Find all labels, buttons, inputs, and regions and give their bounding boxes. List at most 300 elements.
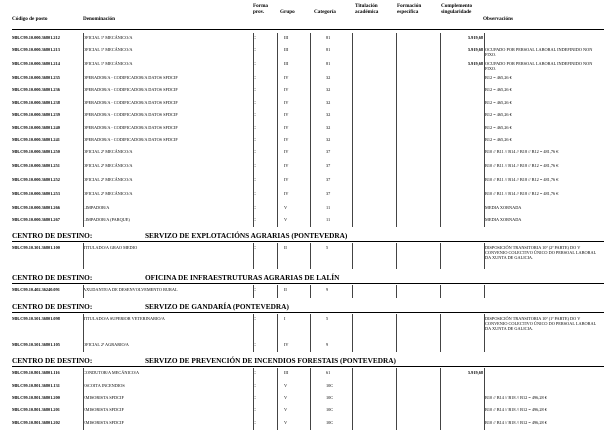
- cell-obs: B12 = 465,26 €: [485, 137, 512, 142]
- cell-cod: MR.C99.10.000.36801.250: [12, 149, 60, 155]
- column-divider: [396, 215, 397, 227]
- table-row: [12, 420, 604, 432]
- column-divider: [83, 161, 84, 175]
- cell-cod: MR.C99.10.000.36801.236: [12, 87, 60, 93]
- column-divider: [484, 215, 485, 227]
- column-divider: [396, 73, 397, 85]
- cell-cod: MR.C99.10.801.36801.131: [12, 382, 60, 388]
- column-divider: [484, 161, 485, 175]
- cell-comp: 5.919,68: [467, 370, 483, 376]
- column-divider: [440, 203, 441, 215]
- cell-obs: B12 = 465,26 €: [485, 99, 512, 105]
- column-divider: [396, 98, 397, 110]
- cell-cat: 9: [326, 287, 329, 293]
- column-divider: [352, 175, 353, 189]
- cell-obs: OCUPADO POR PERSOAL LABORAL INDEFINIDO NON FIXO.: [485, 61, 593, 72]
- column-divider: [83, 73, 84, 85]
- column-divider: [352, 314, 353, 340]
- cell-cod: MR.C99.10.000.36801.252: [12, 177, 60, 182]
- cell-cat: 11: [326, 204, 331, 210]
- column-divider: [83, 110, 84, 122]
- column-divider: [277, 405, 278, 417]
- column-divider: [277, 285, 278, 297]
- cell-den: ESCOITA INCENDIOS: [83, 382, 125, 388]
- section-rule: [12, 283, 604, 284]
- cell-cat: 37: [326, 190, 331, 196]
- cell-cod: MR.C99.10.000.36801.253: [12, 190, 60, 196]
- cell-cat: 37: [326, 163, 331, 169]
- cell-cod: MR.C99.10.501.36801.098: [12, 315, 60, 321]
- column-divider: [484, 189, 485, 203]
- column-divider: [352, 59, 353, 73]
- cell-forma: C: [253, 217, 256, 222]
- column-divider: [440, 215, 441, 227]
- header-singularidade: singularidade: [441, 9, 472, 15]
- column-divider: [484, 135, 485, 147]
- column-divider: [440, 393, 441, 405]
- table-row: [12, 205, 604, 217]
- table-row: [12, 383, 604, 395]
- column-divider: [352, 98, 353, 110]
- cell-obs: B10 // B14 // B18 // B12 = 496,28 €: [485, 395, 547, 400]
- cell-den: OFICIAL 2ª MECÁNICO/A: [83, 149, 133, 155]
- column-divider: [440, 110, 441, 122]
- cell-forma: C: [253, 190, 256, 196]
- column-divider: [253, 189, 254, 203]
- column-divider: [83, 314, 84, 340]
- column-divider: [277, 85, 278, 97]
- cell-obs: DISPOSICIÓN TRANSITORIA 10ª (2ª PARTE) DO V CONVENIO COLECTIVO ÚNICO DO PERSOAL LABORAL DA XUNTA DE GALICIA.: [485, 245, 597, 261]
- column-divider: [277, 314, 278, 340]
- column-divider: [277, 368, 278, 380]
- column-divider: [83, 135, 84, 147]
- column-divider: [253, 123, 254, 135]
- column-divider: [484, 33, 485, 45]
- cell-grupo: III: [284, 370, 289, 376]
- column-divider: [310, 393, 311, 405]
- cell-obs: B12 = 465,26 €: [485, 87, 512, 93]
- column-divider: [253, 418, 254, 430]
- header-codigo: Código de posto: [12, 16, 48, 22]
- column-divider: [277, 381, 278, 393]
- column-divider: [352, 147, 353, 161]
- column-divider: [310, 98, 311, 110]
- column-divider: [352, 381, 353, 393]
- column-divider: [83, 45, 84, 59]
- cell-cat: 32: [326, 137, 331, 142]
- column-divider: [396, 243, 397, 269]
- center-label: CENTRO DE DESTINO:: [12, 301, 93, 311]
- cell-obs: B12 = 465,26 €: [485, 124, 512, 130]
- cell-forma: C: [253, 99, 256, 105]
- header-forma: Forma: [253, 3, 268, 9]
- table-row: [12, 149, 604, 163]
- column-divider: [396, 147, 397, 161]
- column-divider: [310, 85, 311, 97]
- cell-cod: MR.C99.10.000.36801.267: [12, 217, 60, 222]
- column-divider: [83, 98, 84, 110]
- column-divider: [352, 418, 353, 430]
- cell-forma: C: [253, 75, 256, 80]
- column-divider: [484, 73, 485, 85]
- column-divider: [277, 340, 278, 352]
- column-divider: [396, 135, 397, 147]
- table-row: [12, 112, 604, 124]
- section-rule: [12, 241, 604, 242]
- cell-cod: MR.C99.10.000.36801.251: [12, 163, 60, 169]
- cell-grupo: II: [284, 287, 287, 293]
- cell-grupo: V: [284, 382, 288, 388]
- column-divider: [352, 203, 353, 215]
- column-divider: [440, 45, 441, 59]
- table-row: [12, 35, 604, 47]
- column-divider: [352, 405, 353, 417]
- column-divider: [396, 110, 397, 122]
- column-divider: [396, 175, 397, 189]
- column-divider: [277, 203, 278, 215]
- column-divider: [396, 33, 397, 45]
- cell-grupo: IV: [284, 99, 289, 105]
- table-row: [12, 177, 604, 191]
- cell-cat: 10C: [326, 419, 334, 425]
- cell-grupo: V: [284, 407, 288, 413]
- cell-cod: MR.C99.10.301.36801.100: [12, 245, 60, 251]
- column-divider: [440, 243, 441, 269]
- column-divider: [310, 340, 311, 352]
- column-divider: [253, 33, 254, 45]
- cell-grupo: IV: [284, 87, 289, 93]
- cell-cod: MR.C99.10.402.36240.091: [12, 287, 60, 293]
- column-divider: [253, 203, 254, 215]
- cell-comp: 5.919,68: [467, 35, 483, 40]
- column-divider: [484, 381, 485, 393]
- column-divider: [83, 189, 84, 203]
- cell-forma: C: [253, 370, 256, 376]
- column-divider: [484, 147, 485, 161]
- cell-forma: C: [253, 287, 256, 293]
- column-divider: [277, 135, 278, 147]
- column-divider: [83, 381, 84, 393]
- column-divider: [440, 147, 441, 161]
- cell-grupo: IV: [284, 341, 289, 347]
- column-divider: [352, 393, 353, 405]
- column-divider: [83, 203, 84, 215]
- cell-comp: 5.919,68: [467, 47, 483, 53]
- table-row: [12, 125, 604, 137]
- cell-den: OFICIAL 1ª MECÁNICO/A: [83, 47, 133, 53]
- column-divider: [484, 110, 485, 122]
- cell-forma: C: [253, 419, 256, 425]
- cell-den: OPERADOR/A - CODIFICADOR/A DATOS SFDCIF: [83, 112, 178, 118]
- cell-den: EMISORISTA SFDCIF: [83, 407, 124, 413]
- cell-obs: B10 // B11 // B14 // B18 // B12 = 481,76 €: [485, 149, 559, 155]
- column-divider: [352, 73, 353, 85]
- cell-grupo: V: [284, 217, 288, 222]
- column-divider: [277, 98, 278, 110]
- cell-cat: 32: [326, 87, 331, 93]
- cell-cat: 10C: [326, 382, 334, 388]
- cell-grupo: V: [284, 395, 288, 400]
- cell-grupo: IV: [284, 112, 289, 118]
- column-divider: [440, 381, 441, 393]
- column-divider: [484, 175, 485, 189]
- column-divider: [83, 393, 84, 405]
- cell-grupo: V: [284, 204, 288, 210]
- column-divider: [310, 123, 311, 135]
- cell-obs: OCUPADO POR PERSOAL LABORAL INDEFINIDO NON FIXO.: [485, 47, 593, 58]
- header-denominacion: Denominación: [83, 16, 115, 22]
- cell-cat: 32: [326, 112, 331, 118]
- cell-cod: MR.C99.10.000.36801.214: [12, 61, 60, 67]
- cell-cod: MR.C99.10.000.36801.239: [12, 112, 60, 118]
- column-divider: [352, 135, 353, 147]
- cell-grupo: IV: [284, 177, 289, 182]
- column-divider: [440, 418, 441, 430]
- cell-cod: MR.C99.10.801.36801.202: [12, 419, 60, 425]
- column-divider: [310, 381, 311, 393]
- column-divider: [277, 147, 278, 161]
- cell-cod: MR.C99.10.801.36801.116: [12, 370, 60, 376]
- cell-grupo: IV: [284, 124, 289, 130]
- column-divider: [277, 393, 278, 405]
- column-divider: [484, 45, 485, 59]
- column-divider: [310, 73, 311, 85]
- column-divider: [253, 110, 254, 122]
- column-divider: [277, 175, 278, 189]
- cell-grupo: I: [284, 315, 286, 321]
- column-divider: [484, 314, 485, 340]
- column-divider: [310, 147, 311, 161]
- cell-cod: MR.C99.10.801.36801.200: [12, 395, 60, 400]
- table-row: [12, 217, 604, 229]
- column-divider: [484, 243, 485, 269]
- table-row: [12, 75, 604, 87]
- cell-den: EMISORISTA SFDCIF: [83, 395, 124, 400]
- column-divider: [484, 203, 485, 215]
- cell-den: OFICIAL 1ª MECÁNICO/A: [83, 35, 133, 40]
- cell-forma: C: [253, 407, 256, 413]
- column-divider: [83, 147, 84, 161]
- column-divider: [253, 98, 254, 110]
- column-divider: [440, 161, 441, 175]
- column-divider: [440, 340, 441, 352]
- column-divider: [253, 175, 254, 189]
- column-divider: [396, 314, 397, 340]
- column-divider: [440, 123, 441, 135]
- cell-den: OPERADOR/A - CODIFICADOR/A DATOS SFDCIF: [83, 87, 178, 93]
- column-divider: [396, 285, 397, 297]
- table-row: [12, 342, 604, 354]
- cell-den: OPERADOR/A - CODIFICADOR/A DATOS SFDCIF: [83, 99, 178, 105]
- column-divider: [253, 393, 254, 405]
- center-name: SERVIZO DE EXPLOTACIÓNS AGRARIAS (PONTEVEDRA): [145, 231, 348, 241]
- column-divider: [277, 45, 278, 59]
- column-divider: [396, 59, 397, 73]
- cell-obs: B10 // B14 // B18 // B12 = 496,28 €: [485, 407, 547, 413]
- column-divider: [440, 73, 441, 85]
- column-divider: [277, 418, 278, 430]
- column-divider: [396, 189, 397, 203]
- column-divider: [83, 368, 84, 380]
- column-divider: [440, 189, 441, 203]
- column-divider: [253, 285, 254, 297]
- column-divider: [253, 243, 254, 269]
- cell-cat: 5: [326, 245, 329, 251]
- column-divider: [484, 368, 485, 380]
- cell-den: TITULADO/A SUPERIOR VETERINARIO/A: [83, 315, 165, 321]
- column-divider: [83, 85, 84, 97]
- column-divider: [310, 203, 311, 215]
- cell-obs: MEDIA XORNADA: [485, 204, 522, 210]
- column-divider: [396, 368, 397, 380]
- column-divider: [83, 285, 84, 297]
- column-divider: [310, 314, 311, 340]
- header-academica: académica: [355, 9, 379, 15]
- cell-den: LIMPADOR/A (PARQUE): [83, 217, 130, 222]
- column-divider: [396, 340, 397, 352]
- cell-den: CONDUTOR/A MECÁNICO/A: [83, 370, 140, 376]
- column-divider: [396, 381, 397, 393]
- column-divider: [310, 59, 311, 73]
- cell-obs: B10 // B11 // B14 // B18 // B12 = 481,76 €: [485, 177, 559, 182]
- column-divider: [310, 368, 311, 380]
- column-divider: [253, 368, 254, 380]
- cell-forma: C: [253, 112, 256, 118]
- column-divider: [253, 135, 254, 147]
- cell-forma: C: [253, 61, 256, 67]
- column-divider: [396, 123, 397, 135]
- column-divider: [310, 285, 311, 297]
- cell-cat: 32: [326, 75, 331, 80]
- column-divider: [253, 405, 254, 417]
- cell-den: LIMPADOR/A: [83, 204, 110, 210]
- column-divider: [253, 147, 254, 161]
- column-divider: [352, 161, 353, 175]
- cell-cod: MR.C99.10.000.36801.266: [12, 204, 60, 210]
- cell-obs: B12 = 465,26 €: [485, 112, 512, 118]
- column-divider: [440, 368, 441, 380]
- cell-grupo: IV: [284, 75, 289, 80]
- column-divider: [352, 123, 353, 135]
- table-row: [12, 61, 604, 75]
- column-divider: [310, 33, 311, 45]
- column-divider: [310, 110, 311, 122]
- cell-forma: C: [253, 87, 256, 93]
- column-divider: [310, 405, 311, 417]
- column-divider: [352, 189, 353, 203]
- column-divider: [83, 175, 84, 189]
- column-divider: [484, 418, 485, 430]
- header-titulacion: Titulación: [355, 3, 378, 9]
- column-divider: [352, 85, 353, 97]
- cell-obs: DISPOSICIÓN TRANSITORIA 10ª (1ª PARTE) DO V CONVENIO COLECTIVO ÚNICO DO PERSOAL LABORAL DA XUNTA DE GALICIA.: [485, 315, 597, 331]
- center-name: OFICINA DE INFRAESTRUTURAS AGRARIAS DE LALÍN: [145, 273, 340, 283]
- cell-den: OPERADOR/A - CODIFICADOR/A DATOS SFDCIF: [83, 124, 178, 130]
- column-divider: [352, 285, 353, 297]
- column-divider: [277, 161, 278, 175]
- cell-forma: C: [253, 35, 256, 40]
- cell-den: OFICIAL 2ª MECÁNICO/A: [83, 163, 133, 169]
- cell-den: OPERADOR/A - CODIFICADOR/A DATOS SFDCIF: [83, 75, 178, 80]
- column-divider: [352, 33, 353, 45]
- header-formacion: Formación: [397, 3, 422, 9]
- column-divider: [440, 85, 441, 97]
- table-row: [12, 245, 604, 271]
- cell-forma: C: [253, 395, 256, 400]
- cell-obs: MEDIA XORNADA: [485, 217, 522, 222]
- cell-grupo: III: [284, 61, 289, 67]
- column-divider: [83, 215, 84, 227]
- cell-cat: 32: [326, 99, 331, 105]
- column-divider: [83, 340, 84, 352]
- column-divider: [310, 215, 311, 227]
- cell-den: OPERADOR/A - CODIFICADOR/A DATOS SFDCIF: [83, 137, 178, 142]
- cell-cod: MR.C99.10.000.36801.240: [12, 124, 60, 130]
- center-name: SERVIZO DE GANDARÍA (PONTEVEDRA): [145, 301, 289, 311]
- table-row: [12, 370, 604, 382]
- table-row: [12, 407, 604, 419]
- column-divider: [310, 161, 311, 175]
- column-divider: [352, 340, 353, 352]
- column-divider: [440, 405, 441, 417]
- column-divider: [253, 73, 254, 85]
- cell-grupo: IV: [284, 149, 289, 155]
- column-divider: [253, 161, 254, 175]
- column-divider: [440, 285, 441, 297]
- cell-comp: 5.919,68: [467, 61, 483, 67]
- cell-grupo: V: [284, 419, 288, 425]
- column-divider: [83, 418, 84, 430]
- cell-cod: MR.C99.10.000.36801.241: [12, 137, 60, 142]
- cell-den: OFICIAL 1ª MECÁNICO/A: [83, 61, 133, 67]
- cell-forma: C: [253, 245, 256, 251]
- cell-cat: 81: [326, 61, 331, 67]
- center-name: SERVIZO DE PREVENCIÓN DE INCENDIOS FORESTAIS (PONTEVEDRA): [145, 356, 396, 366]
- column-divider: [277, 73, 278, 85]
- column-divider: [310, 243, 311, 269]
- column-divider: [484, 98, 485, 110]
- table-row: [12, 163, 604, 177]
- column-divider: [440, 314, 441, 340]
- column-divider: [310, 175, 311, 189]
- column-divider: [396, 203, 397, 215]
- cell-cat: 10C: [326, 395, 334, 400]
- column-divider: [253, 381, 254, 393]
- cell-cod: MR.C99.10.501.36801.105: [12, 341, 60, 347]
- cell-forma: C: [253, 149, 256, 155]
- cell-obs: B10 // B11 // B14 // B18 // B12 = 481,76 €: [485, 190, 559, 196]
- header-grupo: Grupo: [280, 9, 295, 15]
- cell-den: OFICIAL 2ª MECÁNICO/A: [83, 177, 133, 182]
- cell-cat: 5: [326, 315, 329, 321]
- cell-den: TITULADO/A GRAO MEDIO: [83, 245, 138, 251]
- header-rule: [12, 29, 604, 30]
- column-divider: [253, 45, 254, 59]
- center-label: CENTRO DE DESTINO:: [12, 231, 93, 241]
- table-row: [12, 87, 604, 99]
- cell-cat: 10C: [326, 407, 334, 413]
- column-divider: [440, 33, 441, 45]
- column-divider: [484, 405, 485, 417]
- column-divider: [396, 405, 397, 417]
- section-rule: [12, 366, 604, 367]
- column-divider: [310, 189, 311, 203]
- column-divider: [396, 393, 397, 405]
- cell-den: EMISORISTA SFDCIF: [83, 419, 124, 425]
- column-divider: [277, 33, 278, 45]
- column-divider: [440, 98, 441, 110]
- cell-forma: C: [253, 163, 256, 169]
